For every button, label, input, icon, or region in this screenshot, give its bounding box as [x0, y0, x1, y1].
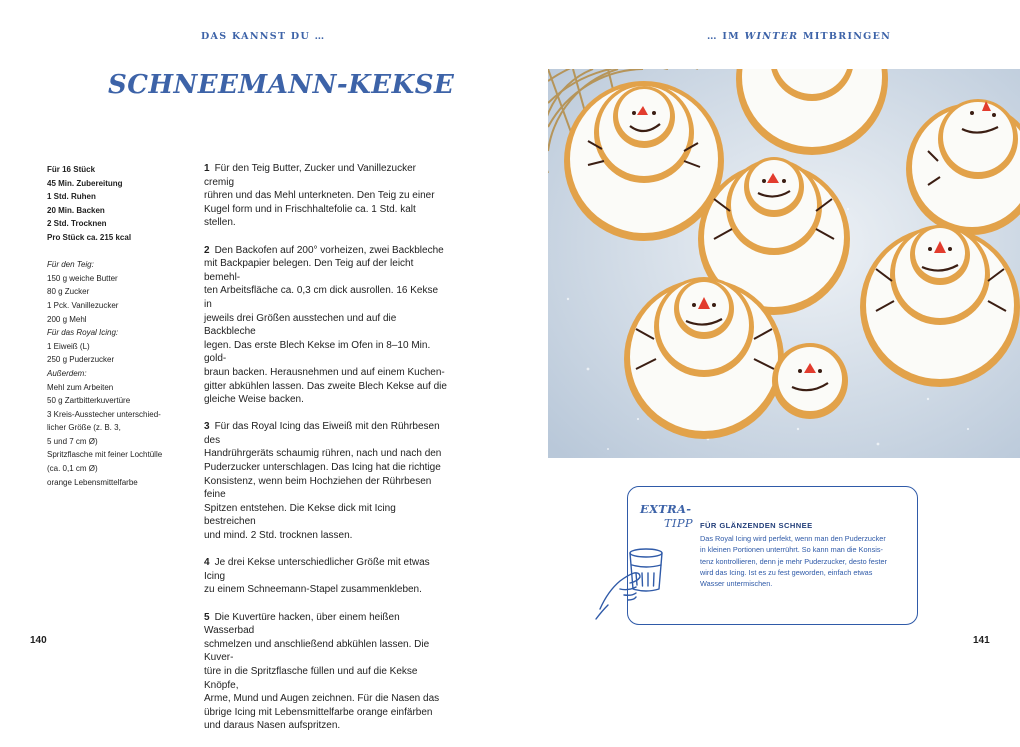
step-4 — [204, 556, 447, 597]
instruction-steps — [204, 162, 447, 747]
step-line: mit Backpapier belegen. Den Teig auf der leicht bemehl- — [204, 258, 414, 283]
ingredient-line: 5 und 7 cm Ø) — [47, 436, 98, 446]
step-line: Kugel form und in Frischhaltefolie ca. 1 Std. kalt stellen. — [204, 203, 416, 229]
info-bake: 20 Min. Backen — [47, 205, 105, 215]
step-line: legen. Das erste Blech Kekse im Ofen in 8–10 Min. gold- — [204, 339, 431, 365]
cookie-single-head — [772, 343, 848, 419]
hand-glass-icon — [594, 543, 670, 623]
tip-line: Das Royal Icing wird perfekt, wenn man den Puderzucker — [700, 534, 886, 543]
info-preparation: 45 Min. Zubereitung — [47, 178, 123, 188]
ingredient-line: Mehl zum Arbeiten — [47, 382, 114, 392]
step-line: Konsistenz, wenn beim Hochziehen der Rührbesen feine — [204, 475, 432, 501]
info-dry: 2 Std. Trocknen — [47, 219, 107, 229]
recipe-photo — [548, 69, 1020, 458]
ingredient-line: Außerdem: — [47, 368, 87, 378]
step-line: Arme, Mund und Augen zeichnen. Für die Nasen das — [204, 693, 440, 705]
ingredient-line: 250 g Puderzucker — [47, 355, 115, 365]
step-line: übrige Icing mit Lebensmittelfarbe orange einfärben — [204, 706, 433, 718]
step-line: rühren und das Mehl unterkneten. Den Teig zu einer — [204, 190, 435, 202]
cookie-snowman-1 — [564, 81, 724, 241]
ingredient-line: Für den Teig: — [47, 260, 94, 270]
info-calories: Pro Stück ca. 215 kcal — [47, 232, 132, 242]
ingredient-line: licher Größe (z. B. 3, — [47, 423, 121, 433]
running-header-right — [707, 31, 891, 42]
step-line: Puderzucker unterschlagen. Das Icing hat die richtige — [204, 462, 441, 474]
page-number-left: 140 — [30, 635, 47, 646]
step-line: ten Arbeitsfläche ca. 0,3 cm dick ausrollen. 16 Kekse in — [204, 285, 439, 310]
step-number: 3 — [204, 421, 210, 433]
step-line: zu einem Schneemann-Stapel zusammenkleben. — [204, 584, 422, 596]
step-line: schmelzen und anschließend abkühlen lassen. Die Kuver- — [204, 638, 430, 664]
step-line: Handrührgeräts schaumig rühren, nach und nach den — [204, 448, 442, 460]
step-line: gitter abkühlen lassen. Das zweite Blech Kekse auf die — [204, 380, 447, 392]
step-number: 1 — [204, 163, 210, 174]
step-1 — [204, 162, 447, 230]
step-3 — [204, 420, 447, 542]
ingredient-line: orange Lebensmittelfarbe — [47, 477, 138, 487]
step-number: 4 — [204, 557, 210, 569]
step-line: und mind. 2 Std. trocknen lassen. — [204, 530, 353, 542]
step-5 — [204, 611, 447, 733]
step-line: Den Backofen auf 200° vorheizen, zwei Backbleche — [214, 244, 444, 256]
ingredient-line: 1 Eiweiß (L) — [47, 341, 90, 351]
ingredient-line: 80 g Zucker — [47, 287, 90, 297]
info-servings: Für 16 Stück — [47, 165, 96, 174]
step-line: Für das Royal Icing das Eiweiß mit den Rührbesen des — [204, 421, 440, 446]
ingredient-line: 3 Kreis-Ausstecher unterschied- — [47, 409, 161, 419]
step-line: braun backen. Herausnehmen und auf einem Kuchen- — [204, 366, 445, 378]
ingredient-line: (ca. 0,1 cm Ø) — [47, 464, 98, 474]
tip-label-line2: TIPP — [664, 516, 693, 530]
recipe-sidebar — [47, 163, 197, 489]
snowman-cookies-image — [548, 69, 1020, 458]
step-number: 5 — [204, 611, 210, 623]
tip-text — [700, 533, 912, 589]
recipe-title: SCHNEEMANN-KEKSE — [108, 70, 455, 100]
step-line: gleiche Weise backen. — [204, 394, 304, 406]
tip-heading: FÜR GLÄNZENDEN SCHNEE — [700, 521, 813, 530]
tip-label-line1: EXTRA- — [640, 502, 692, 516]
tip-line: wird das Icing. Ist es zu fest geworden, einfach etwas — [700, 567, 873, 577]
info-rest: 1 Std. Ruhen — [47, 192, 96, 202]
step-number: 2 — [204, 244, 210, 256]
running-header-suffix: MITBRINGEN — [798, 31, 892, 42]
ingredient-line: 50 g Zartbitterkuvertüre — [47, 396, 131, 406]
ingredient-list — [47, 258, 197, 489]
ingredient-line: 200 g Mehl — [47, 314, 87, 324]
step-line: türe in die Spritzflasche füllen und auf die Kekse Knöpfe, — [204, 665, 418, 691]
ingredient-line: Für das Royal Icing: — [47, 328, 119, 338]
step-line: jeweils drei Größen ausstechen und auf die Backbleche — [204, 312, 397, 338]
ingredient-line: Spritzflasche mit feiner Lochtülle — [47, 450, 163, 460]
tip-line: Wasser untermischen. — [700, 579, 773, 589]
ingredient-line: 150 g weiche Butter — [47, 273, 118, 283]
tip-line: in kleinen Portionen unterrührt. So kann man die Konsis- — [700, 545, 883, 555]
running-header-prefix: … IM — [707, 31, 745, 42]
page-number-right: 141 — [973, 635, 990, 646]
step-line: Für den Teig Butter, Zucker und Vanillezucker cremig — [204, 163, 416, 188]
step-line: Spitzen entstehen. Die Kekse dick mit Icing bestreichen — [204, 502, 396, 528]
step-2 — [204, 244, 447, 407]
step-line: Je drei Kekse unterschiedlicher Größe mit etwas Icing — [204, 557, 430, 582]
step-line: und daraus Nasen aufspritzen. — [204, 720, 341, 732]
ingredient-line: 1 Pck. Vanillezucker — [47, 300, 119, 310]
running-header-emphasis: WINTER — [744, 31, 799, 42]
running-header-left: DAS KANNST DU … — [201, 31, 326, 42]
tip-line: tenz kontrollieren, denn je mehr Puderzucker, desto fester — [700, 556, 887, 566]
step-line: Die Kuvertüre hacken, über einem heißen Wasserbad — [204, 611, 400, 637]
